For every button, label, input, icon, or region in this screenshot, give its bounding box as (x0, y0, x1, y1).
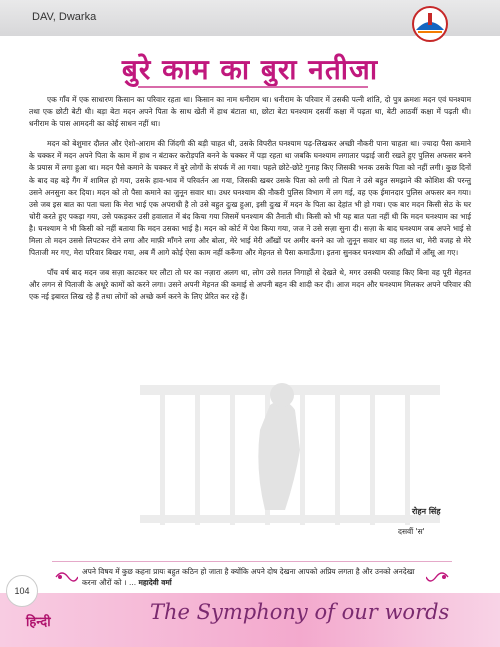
quote-box (52, 561, 452, 594)
paragraph-1: एक गाँव में एक साधारण किसान का परिवार रहता था। किसान का नाम धनीराम था। धनीराम के परिवार में उसकी पत्नी शांति, दो पुत्र क्रमशः मदन एवं घनश्याम तथा एक छोटी बेटी थी। बड़ा बेटा मदन अपने पिता के साथ खेती में हाथ बंटाता था, छोटा बेटा घनश्याम दसवीं कक्षा में पढ़ता था, बेटी आठवीं कक्षा में पढ़ती थी। धनीराम के पास आमदनी का कोई साधन नहीं था। (29, 95, 471, 129)
article-title: बुरे काम का बुरा नतीजा (121, 53, 379, 86)
quote-ellipsis: ... (129, 578, 137, 587)
quote-text (82, 566, 422, 588)
quote-body: अपने विषय में कुछ कहना प्रायः बहुत कठिन हो जाता है क्योंकि अपने दोष देखना आपको अप्रिय लगता है और उनको अनदेखा करना औरों को । (82, 567, 415, 587)
page-number: 104 (6, 575, 38, 607)
school-logo-icon (404, 4, 456, 44)
flourish-right-icon (426, 568, 450, 586)
top-bar (0, 0, 500, 36)
flourish-left-icon (54, 568, 78, 586)
title-underline (138, 86, 368, 88)
author-class: दसवीं 'स' (398, 527, 425, 536)
quote-author: महादेवी वर्मा (138, 578, 172, 587)
language-label: हिन्दी (26, 615, 51, 630)
school-name: DAV, Dwarka (32, 11, 97, 23)
footer-tagline: The Symphony of our words (150, 600, 450, 624)
jail-illustration (20, 365, 480, 540)
author-name: रोहन सिंह (412, 507, 441, 516)
paragraph-2: मदन को बेशुमार दौलत और ऐशो-आराम की जिंदगी की बड़ी चाहत थी, उसके विपरीत घनश्याम पढ़-लिखकर अच्छी नौकरी पाना चाहता था। ज्यादा पैसा कमाने के चक्कर में मदन अपने पिता के काम में हाथ न बंटाकर करोड़पति बनने के चक्कर में पड़ा रहता था जबकि घनश्याम लगातार पढ़ाई जारी रखते हुए पुलिस अफसर बनने के प्रयास में लगा हुआ था। मदन पैसे कमाने के चक्कर में बुरे लोगों के संपर्क में आ गया। पहले छोटे-छोटे गुनाह किए जिसकी भनक उसके पिता को नहीं लगी। कुछ दिनों के बाद वह बड़े गैंग में शामिल हो गया, उसके हाव-भाव में परिवर्तन आ गया, जिसकी खबर उसके पिता को लगी तो पिता ने उसे बहुत समझाने की कोशिश की परन्तु उसने अनसुना कर दिया। मदन को तो पैसा कमाने का जुनून सवार था। उधर घनश्याम की नौकरी पुलिस विभाग में लग गई, वह एक ईमानदार पुलिस अफसर बन गया। उसे जब इस बात का पता चला कि मेरा भाई एक अपराधी है तो उसे बहुत दुःख हुआ, इसी दुःख में मदन के पिता का देहांत भी हो गया। एक बार मदन किसी सेठ के घर चोरी करते हुए पकड़ा गया, उसे पकड़कर उसी हवालात में बंद किया गया जिसमें घनश्याम की तैनाती थी। किसी को भी यह बात पता नहीं थी कि मदन घनश्याम का भाई है। घनश्याम ने भी किसी को नहीं बताया कि मदन उसका भाई है। मदन को कोर्ट में पेश किया गया, जज ने उसे सज़ा सुना दी। सज़ा के बाद घनश्याम जब अपने भाई से मिला तो मदन उससे लिपटकर रोने लगा और माफ़ी माँगने लगा और बोला, मेरे भाई मेरी आँखों पर अमीर बनने का जो जुनून सवार था वह ग़लत था, मेरी वजह से मेरे पिताजी मर गए, मेरा परिवार बिखर गया, अब मैं आगे कोई ऐसा काम नहीं करूँगा और मेहनत से पैसा कमाऊँगा। इतना सुनकर घनश्याम की आँखों में आँसू आ गए। (29, 139, 471, 258)
paragraph-3: पाँच वर्ष बाद मदन जब सज़ा काटकर घर लौटा तो घर का नज़ारा अलग था, लोग उसे ग़लत निगाहों से देखते थे, मगर उसकी परवाह किए बिना वह पूरी मेहनत और लगन से पिताजी के अधूरे कामों को करने लगा। उसने अपनी मेहनत की कमाई से अपनी बहन की शादी कर दी। आज मदन और घनश्याम मिलकर अपने परिवार की एक नई इबारत लिख रहे हैं तथा लोगों को अच्छे कर्म करने के लिए प्रेरित कर रहे हैं। (29, 268, 471, 302)
article-body (29, 94, 471, 312)
